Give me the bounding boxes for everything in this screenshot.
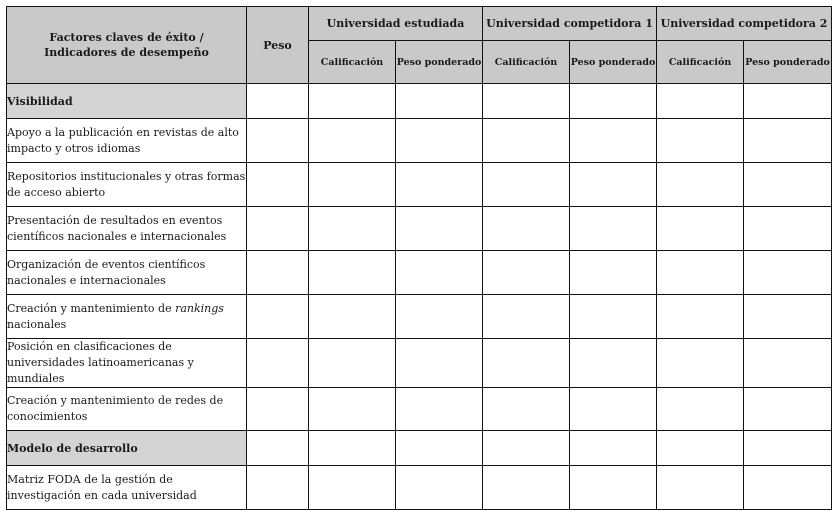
header-weight: Peso xyxy=(247,7,309,84)
weighted-cell[interactable] xyxy=(570,251,657,295)
rating-cell[interactable] xyxy=(657,466,744,510)
factor-label xyxy=(7,466,247,510)
header-weighted: Peso ponderado xyxy=(396,41,483,84)
factor-label: Repositorios institucionales y otras formas de acceso abierto xyxy=(7,163,247,207)
rating-cell[interactable] xyxy=(483,466,570,510)
weight-cell[interactable] xyxy=(247,119,309,163)
weighted-cell[interactable] xyxy=(744,295,832,339)
rating-cell[interactable] xyxy=(483,251,570,295)
factor-label-acronym: FODA xyxy=(47,472,81,486)
factor-label-pre: Matriz xyxy=(7,472,48,486)
weighted-cell[interactable] xyxy=(744,163,832,207)
header-group-studied: Universidad estudiada xyxy=(309,7,483,41)
table-row xyxy=(7,163,832,207)
factor-label-italic: rankings xyxy=(175,301,224,315)
rating-cell[interactable] xyxy=(309,163,396,207)
rating-cell[interactable] xyxy=(483,388,570,431)
rating-cell[interactable] xyxy=(657,295,744,339)
header-factors-line1: Factores claves de éxito / xyxy=(49,31,204,44)
weight-cell[interactable] xyxy=(247,339,309,388)
factor-label-post: nacionales xyxy=(7,317,67,331)
rating-cell[interactable] xyxy=(657,388,744,431)
rating-cell[interactable] xyxy=(657,339,744,388)
rating-cell[interactable] xyxy=(657,251,744,295)
rating-cell[interactable] xyxy=(483,119,570,163)
rating-cell[interactable] xyxy=(483,431,570,466)
weight-cell[interactable] xyxy=(247,431,309,466)
weighted-cell[interactable] xyxy=(744,251,832,295)
weighted-cell[interactable] xyxy=(570,84,657,119)
table-row xyxy=(7,388,832,431)
table-row xyxy=(7,207,832,251)
weighted-cell[interactable] xyxy=(744,388,832,431)
rating-cell[interactable] xyxy=(309,84,396,119)
weighted-cell[interactable] xyxy=(570,388,657,431)
rating-cell[interactable] xyxy=(483,84,570,119)
header-rating: Calificación xyxy=(657,41,744,84)
rating-cell[interactable] xyxy=(483,163,570,207)
weighted-cell[interactable] xyxy=(744,466,832,510)
weighted-cell[interactable] xyxy=(570,431,657,466)
weight-cell[interactable] xyxy=(247,84,309,119)
factor-label xyxy=(7,295,247,339)
weighted-cell[interactable] xyxy=(396,163,483,207)
weight-cell[interactable] xyxy=(247,207,309,251)
rating-cell[interactable] xyxy=(483,339,570,388)
header-factors xyxy=(7,7,247,84)
rating-cell[interactable] xyxy=(657,431,744,466)
weighted-cell[interactable] xyxy=(744,339,832,388)
rating-cell[interactable] xyxy=(483,207,570,251)
factor-label-pre: Creación y mantenimiento de xyxy=(7,301,176,315)
rating-cell[interactable] xyxy=(309,119,396,163)
weighted-cell[interactable] xyxy=(570,466,657,510)
table-row xyxy=(7,295,832,339)
rating-cell[interactable] xyxy=(657,207,744,251)
section-label: Modelo de desarrollo xyxy=(7,431,247,466)
section-row xyxy=(7,84,832,119)
weight-cell[interactable] xyxy=(247,163,309,207)
weighted-cell[interactable] xyxy=(396,466,483,510)
weighted-cell[interactable] xyxy=(570,207,657,251)
weighted-cell[interactable] xyxy=(396,84,483,119)
rating-cell[interactable] xyxy=(309,295,396,339)
weighted-cell[interactable] xyxy=(396,339,483,388)
rating-cell[interactable] xyxy=(309,339,396,388)
rating-cell[interactable] xyxy=(309,388,396,431)
factor-label-post: de la gestión de investigación en cada universidad xyxy=(7,472,197,502)
weight-cell[interactable] xyxy=(247,251,309,295)
rating-cell[interactable] xyxy=(309,466,396,510)
table-row xyxy=(7,119,832,163)
weighted-cell[interactable] xyxy=(744,431,832,466)
weighted-cell[interactable] xyxy=(744,119,832,163)
table-row xyxy=(7,466,832,510)
table-row xyxy=(7,339,832,388)
header-group-competitor-2: Universidad competidora 2 xyxy=(657,7,832,41)
section-label: Visibilidad xyxy=(7,84,247,119)
header-factors-line2: Indicadores de desempeño xyxy=(44,46,209,59)
header-group-competitor-1: Universidad competidora 1 xyxy=(483,7,657,41)
factor-label: Posición en clasificaciones de universidades latinoamericanas y mundiales xyxy=(7,339,247,388)
weight-cell[interactable] xyxy=(247,388,309,431)
weight-cell[interactable] xyxy=(247,295,309,339)
rating-cell[interactable] xyxy=(309,207,396,251)
rating-cell[interactable] xyxy=(657,163,744,207)
weighted-cell[interactable] xyxy=(570,119,657,163)
evaluation-matrix-table xyxy=(6,6,832,510)
header-weighted: Peso ponderado xyxy=(570,41,657,84)
weighted-cell[interactable] xyxy=(396,207,483,251)
rating-cell[interactable] xyxy=(657,119,744,163)
rating-cell[interactable] xyxy=(309,431,396,466)
rating-cell[interactable] xyxy=(657,84,744,119)
rating-cell[interactable] xyxy=(483,295,570,339)
weighted-cell[interactable] xyxy=(744,207,832,251)
weighted-cell[interactable] xyxy=(396,251,483,295)
factor-label: Creación y mantenimiento de redes de conocimientos xyxy=(7,388,247,431)
section-row xyxy=(7,431,832,466)
table-row xyxy=(7,251,832,295)
weighted-cell[interactable] xyxy=(396,431,483,466)
weighted-cell[interactable] xyxy=(744,84,832,119)
weighted-cell[interactable] xyxy=(396,119,483,163)
weighted-cell[interactable] xyxy=(396,295,483,339)
weighted-cell[interactable] xyxy=(570,295,657,339)
rating-cell[interactable] xyxy=(309,251,396,295)
header-rating: Calificación xyxy=(483,41,570,84)
factor-label: Organización de eventos científicos nacionales e internacionales xyxy=(7,251,247,295)
weighted-cell[interactable] xyxy=(570,339,657,388)
header-weighted: Peso ponderado xyxy=(744,41,832,84)
weighted-cell[interactable] xyxy=(570,163,657,207)
weight-cell[interactable] xyxy=(247,466,309,510)
factor-label: Apoyo a la publicación en revistas de alto impacto y otros idiomas xyxy=(7,119,247,163)
header-rating: Calificación xyxy=(309,41,396,84)
factor-label: Presentación de resultados en eventos científicos nacionales e internacionales xyxy=(7,207,247,251)
weighted-cell[interactable] xyxy=(396,388,483,431)
